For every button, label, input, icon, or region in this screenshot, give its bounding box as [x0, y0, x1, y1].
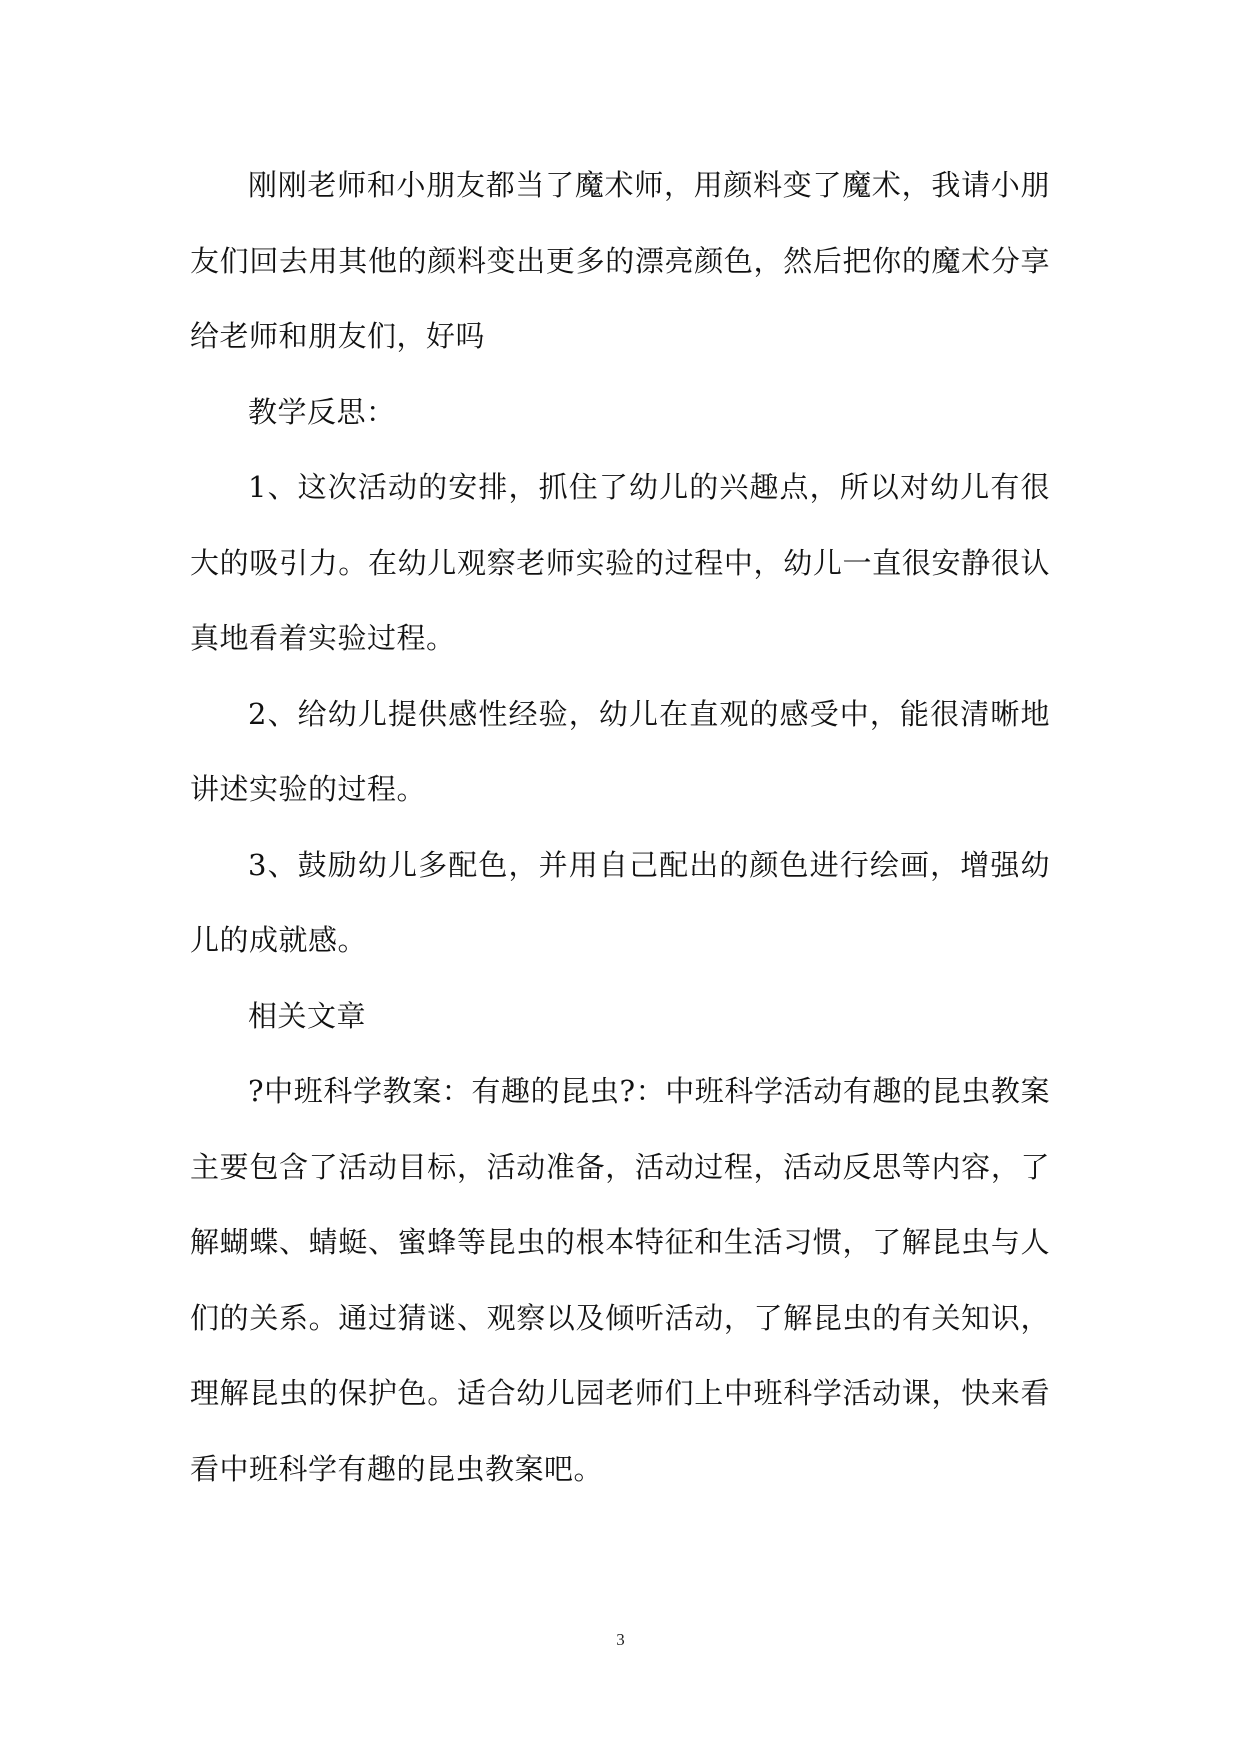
heading-related-articles: 相关文章 — [248, 998, 367, 1033]
body-text — [190, 148, 1050, 1507]
paragraph-magic-activity: 刚刚老师和小朋友都当了魔术师，用颜料变了魔术，我请小朋友们回去用其他的颜料变出更多的漂亮颜色，然后把你的魔术分享给老师和朋友们，好吗 — [190, 168, 1050, 353]
paragraph-reflection-3: 3、鼓励幼儿多配色，并用自己配出的颜色进行绘画，增强幼儿的成就感。 — [190, 847, 1050, 957]
paragraph-related-article-summary: ?中班科学教案：有趣的昆虫?：中班科学活动有趣的昆虫教案主要包含了活动目标，活动准备，活动过程，活动反思等内容，了解蝴蝶、蜻蜓、蜜蜂等昆虫的根本特征和生活习惯，了解昆虫与人们的关系。通过猜谜、观察以及倾听活动，了解昆虫的有关知识，理解昆虫的保护色。适合幼儿园老师们上中班科学活动课，快来看看中班科学有趣的昆虫教案吧。 — [190, 1074, 1050, 1486]
paragraph-reflection-1: 1、这次活动的安排，抓住了幼儿的兴趣点，所以对幼儿有很大的吸引力。在幼儿观察老师实验的过程中，幼儿一直很安静很认真地看着实验过程。 — [190, 470, 1050, 655]
heading-teaching-reflection: 教学反思： — [248, 394, 396, 429]
paragraph-reflection-2: 2、给幼儿提供感性经验，幼儿在直观的感受中，能很清晰地讲述实验的过程。 — [190, 696, 1050, 806]
page-number: 3 — [616, 1630, 625, 1649]
